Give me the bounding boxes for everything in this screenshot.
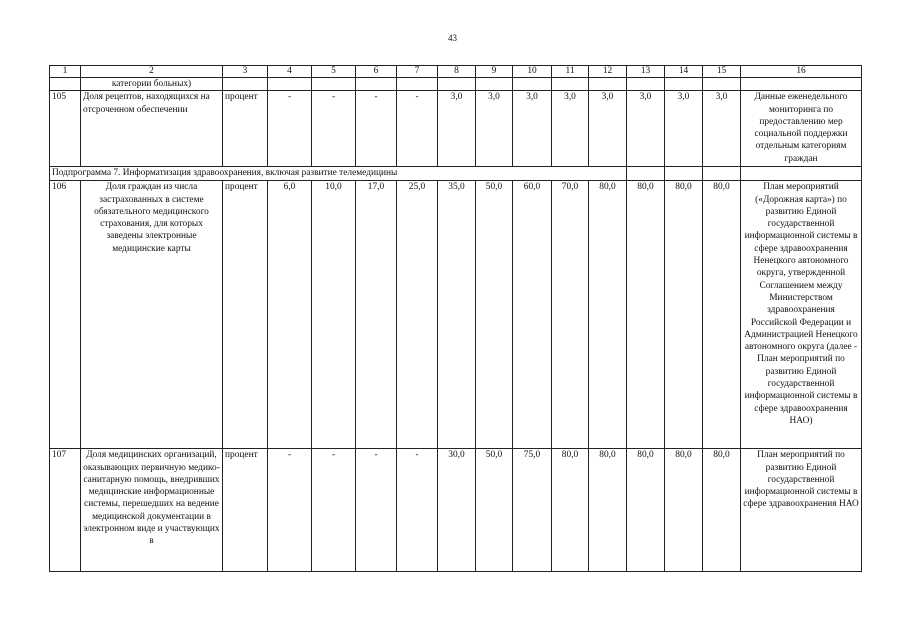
value-cell: 80,0 <box>665 449 703 572</box>
value-cell: - <box>356 449 397 572</box>
value-cell: 3,0 <box>438 91 476 167</box>
value-cell: 50,0 <box>476 181 513 449</box>
indicator-name: Доля рецептов, находящихся на отсроченном обеспечении <box>81 91 223 167</box>
subprogram-title: Подпрограмма 7. Информатизация здравоохранения, включая развитие телемедицины <box>50 167 589 181</box>
value-cell: 80,0 <box>665 181 703 449</box>
value-cell: 3,0 <box>513 91 552 167</box>
column-header: 15 <box>703 66 741 78</box>
value-cell: 17,0 <box>356 181 397 449</box>
column-header: 10 <box>513 66 552 78</box>
value-cell: 80,0 <box>552 449 589 572</box>
continuation-text: категории больных) <box>81 78 223 91</box>
row-number: 106 <box>50 181 81 449</box>
unit: процент <box>223 91 268 167</box>
value-cell: 80,0 <box>703 449 741 572</box>
column-header: 2 <box>81 66 223 78</box>
value-cell: 3,0 <box>476 91 513 167</box>
value-cell: 25,0 <box>397 181 438 449</box>
value-cell: 80,0 <box>627 449 665 572</box>
value-cell: - <box>356 91 397 167</box>
value-cell: 60,0 <box>513 181 552 449</box>
value-cell: 3,0 <box>627 91 665 167</box>
value-cell: - <box>312 449 356 572</box>
value-cell: 6,0 <box>268 181 312 449</box>
value-cell: 80,0 <box>589 449 627 572</box>
column-header: 7 <box>397 66 438 78</box>
value-cell: - <box>397 91 438 167</box>
column-number-row <box>50 66 862 78</box>
value-cell: 3,0 <box>552 91 589 167</box>
indicator-name: Доля граждан из числа застрахованных в системе обязательного медицинского страхования, для которых заведены электронные медицинские карты <box>81 181 223 449</box>
column-header: 6 <box>356 66 397 78</box>
value-cell: 80,0 <box>703 181 741 449</box>
value-cell: 80,0 <box>627 181 665 449</box>
page-number: 43 <box>448 33 457 43</box>
value-cell: 10,0 <box>312 181 356 449</box>
subprogram-row <box>50 167 862 181</box>
value-cell: 3,0 <box>589 91 627 167</box>
column-header: 14 <box>665 66 703 78</box>
column-header: 1 <box>50 66 81 78</box>
column-header: 12 <box>589 66 627 78</box>
column-header: 9 <box>476 66 513 78</box>
data-source: План мероприятий по развитию Единой государственной информационной системы в сфере здравоохранения НАО <box>741 449 862 572</box>
table-row <box>50 181 862 449</box>
column-header: 16 <box>741 66 862 78</box>
table-row <box>50 449 862 572</box>
column-header: 11 <box>552 66 589 78</box>
column-header: 4 <box>268 66 312 78</box>
value-cell: 50,0 <box>476 449 513 572</box>
value-cell: 75,0 <box>513 449 552 572</box>
value-cell: 3,0 <box>665 91 703 167</box>
column-header: 5 <box>312 66 356 78</box>
value-cell: - <box>268 91 312 167</box>
column-header: 3 <box>223 66 268 78</box>
value-cell: 70,0 <box>552 181 589 449</box>
value-cell: 3,0 <box>703 91 741 167</box>
value-cell: 35,0 <box>438 181 476 449</box>
data-source: Данные еженедельного мониторинга по предоставлению мер социальной поддержки отдельным категориям граждан <box>741 91 862 167</box>
data-source: План мероприятий («Дорожная карта») по развитию Единой государственной информационной системы в сфере здравоохранения Ненецкого автономного округа, утвержденной Соглашением между Министерством здравоохранения Российской Федерации и Администрацией Ненецкого автономного округа (далее - План мероприятий по развитию Единой государственной информационной системы в сфере здравоохранения НАО) <box>741 181 862 449</box>
value-cell: 30,0 <box>438 449 476 572</box>
value-cell: 80,0 <box>589 181 627 449</box>
indicators-table <box>49 65 862 572</box>
value-cell: - <box>268 449 312 572</box>
value-cell: - <box>397 449 438 572</box>
row-number: 105 <box>50 91 81 167</box>
value-cell: - <box>312 91 356 167</box>
column-header: 13 <box>627 66 665 78</box>
row-number: 107 <box>50 449 81 572</box>
unit: процент <box>223 449 268 572</box>
column-header: 8 <box>438 66 476 78</box>
unit: процент <box>223 181 268 449</box>
table-row <box>50 91 862 167</box>
continuation-row <box>50 78 862 91</box>
indicator-name: Доля медицинских организаций, оказывающих первичную медико-санитарную помощь, внедривших медицинские информационные системы, перешедших на ведение медицинской документации в электронном виде и участвующих в <box>81 449 223 572</box>
